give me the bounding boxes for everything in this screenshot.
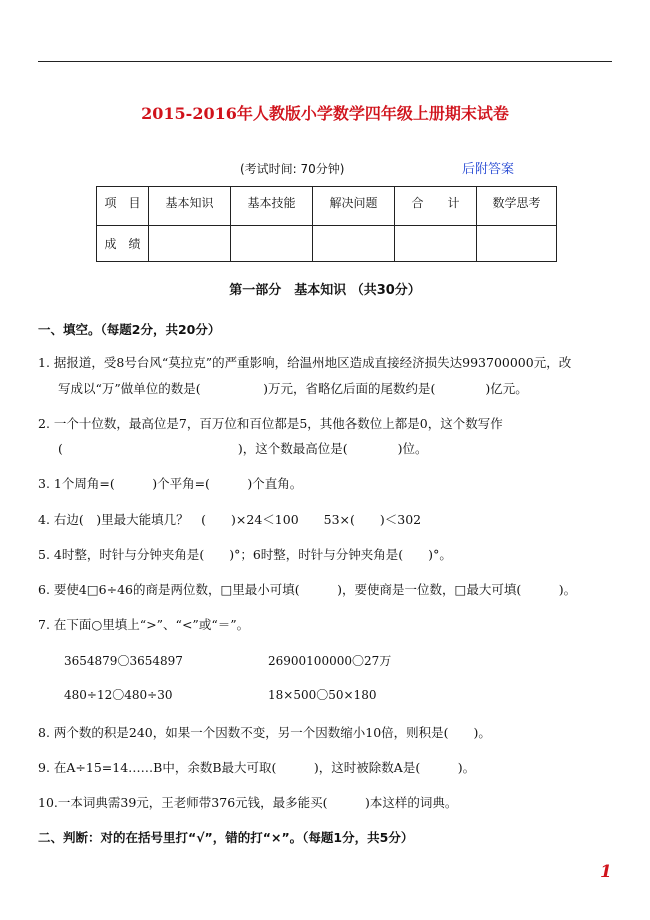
page-number: 1 [600,862,612,882]
question-2: 2. 一个十位数，最高位是7，百万位和百位都是5，其他各数位上都是0，这个数写作 [38,416,503,431]
answer-note: 后附答案 [462,162,515,177]
score-header-basic-knowledge: 基本知识 [149,187,231,226]
score-header-item: 项 目 [97,187,149,226]
section2-title: 二、判断：对的在括号里打“√”，错的打“×”。（每题1分，共5分） [38,830,414,845]
question-8: 8. 两个数的积是240，如果一个因数不变，另一个因数缩小10倍，则积是( )。 [38,725,491,740]
score-cell [231,226,313,262]
score-cell [395,226,477,262]
question-1: 1. 据报道，受8号台风“莫拉克”的严重影响，给温州地区造成直接经济损失达993700000元，改 [38,355,572,370]
question-1-cont: 写成以“万”做单位的数是( )万元，省略亿后面的尾数约是( )亿元。 [58,381,528,396]
section1-title: 一、填空。（每题2分，共20分） [38,322,221,337]
score-header-problem-solving: 解决问题 [313,187,395,226]
exam-time: (考试时间: 70分钟) [240,162,345,176]
score-cell [313,226,395,262]
question-10: 10.一本词典需39元，王老师带376元钱，最多能买( )本这样的词典。 [38,795,458,810]
score-row-label: 成 绩 [97,226,149,262]
score-table [96,186,557,262]
score-table-header-row [97,187,557,226]
comparison-1: 3654879〇3654897 [64,654,183,668]
question-4: 4. 右边( )里最大能填几？ ( )×24＜100 53×( )＜302 [38,512,422,527]
score-header-math-thinking: 数学思考 [477,187,557,226]
question-7: 7. 在下面○里填上“>”、“<”或“＝”。 [38,617,250,632]
comparison-4: 18×500〇50×180 [268,688,377,702]
part1-title: 第一部分 基本知识 （共30分） [229,283,421,298]
score-cell [477,226,557,262]
comparison-2: 26900100000〇27万 [268,654,392,668]
question-3: 3. 1个周角=( )个平角=( )个直角。 [38,476,303,491]
question-5: 5. 4时整，时针与分钟夹角是( )°；6时整，时针与分钟夹角是( )°。 [38,547,452,562]
page-title: 2015-2016年人教版小学数学四年级上册期末试卷 [141,104,509,123]
score-header-total: 合 计 [395,187,477,226]
comparison-3: 480÷12〇480÷30 [64,688,173,702]
score-table-score-row [97,226,557,262]
question-6: 6. 要使4□6÷46的商是两位数，□里最小可填( )，要使商是一位数，□最大可填( )。 [38,582,577,597]
question-9: 9. 在A÷15=14……B中，余数B最大可取( )，这时被除数A是( )。 [38,760,476,775]
top-rule [38,61,612,62]
question-2-cont: ( )，这个数最高位是( )位。 [58,441,428,456]
score-header-basic-skill: 基本技能 [231,187,313,226]
score-cell [149,226,231,262]
